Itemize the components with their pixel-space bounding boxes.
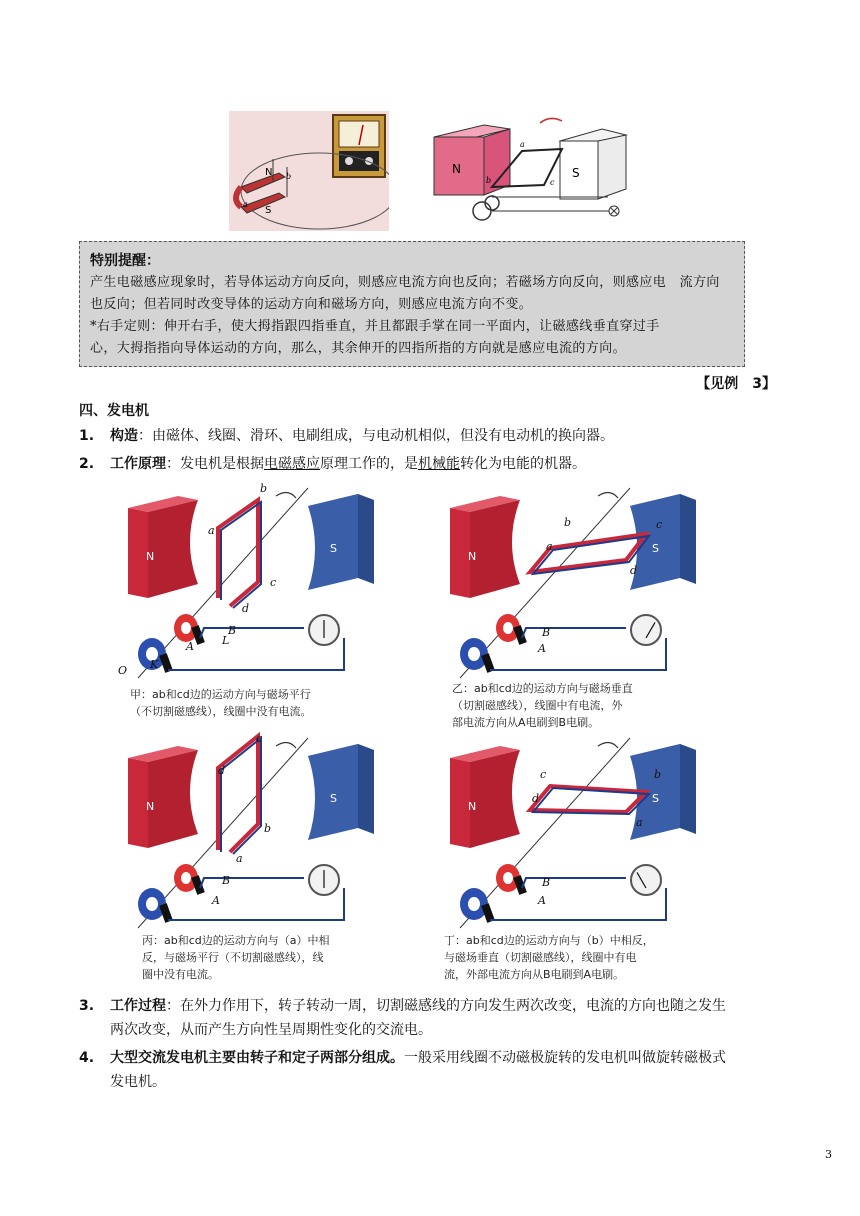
point-label: c — [270, 576, 277, 589]
point-label: L — [222, 634, 230, 647]
item-text: 原理工作的，是 — [320, 456, 418, 472]
list-item — [79, 424, 779, 448]
magnet-s-side — [680, 744, 696, 834]
point-label: a — [236, 852, 243, 865]
section-title: 四、发电机 — [79, 403, 149, 419]
point-label: c — [256, 732, 263, 745]
panel-caption: 乙：ab和cd边的运动方向与磁场垂直 （切割磁感线），线圈中有电流，外 部电流方向从A电刷到B电刷。 — [452, 682, 633, 729]
point-label: A — [538, 642, 546, 655]
point-label: a — [208, 524, 215, 537]
point-label: A — [212, 894, 220, 907]
magnet-n-label: N — [468, 800, 477, 813]
example-reference: 【见例 3】 — [696, 376, 776, 392]
label-n: N — [265, 167, 273, 178]
point-label: B — [542, 876, 551, 889]
point-label: c — [656, 518, 663, 531]
point-label: d — [218, 764, 226, 777]
generator-panel — [118, 482, 374, 678]
item-lead: 工作原理 — [110, 456, 166, 472]
magnet-n-face — [148, 500, 198, 598]
item-text: 发电机。 — [110, 1074, 166, 1090]
point-label: b — [260, 482, 268, 495]
slip-ring-red-hole — [503, 872, 513, 884]
label-b: b — [286, 172, 292, 181]
point-label: b — [564, 516, 572, 529]
underlined-term: 机械能 — [418, 456, 460, 472]
label-n: N — [452, 162, 461, 176]
panel-caption: 甲：ab和cd边的运动方向与磁场平行 （不切割磁感线），线圈中没有电流。 — [130, 688, 312, 718]
coil-red — [218, 500, 258, 606]
slip-ring-red-hole — [503, 622, 513, 634]
magnet-s-side — [680, 494, 696, 584]
magnet-n-side — [128, 758, 148, 848]
point-label: a — [636, 816, 643, 829]
reminder-title: 特别提醒： — [90, 253, 160, 269]
slip-ring-blue-hole — [146, 897, 158, 911]
panel-caption: 丙：ab和cd边的运动方向与（a）中相 反，与磁场平行（不切割磁感线），线 圈中没有电流。 — [142, 934, 330, 981]
reminder-line: 也反向；但若同时改变导体的运动方向和磁场方向，则感应电流方向不变。 — [90, 297, 533, 312]
reminder-line: 心，大拇指指向导体运动的方向，那么，其余伸开的四指所指的方向就是感应电流的方向。 — [90, 341, 627, 356]
point-label: d — [242, 602, 250, 615]
page-number: 3 — [825, 1148, 832, 1161]
figure-coil-between-magnets — [432, 111, 628, 231]
point-label: b — [654, 768, 662, 781]
generator-panel — [128, 732, 374, 928]
label-s: S — [572, 166, 580, 180]
figure-u-magnet-galvanometer — [229, 111, 389, 231]
magnet-n-label: N — [146, 800, 155, 813]
wire-b — [522, 628, 626, 638]
point-label: A — [186, 640, 194, 653]
magnet-s-side — [358, 494, 374, 584]
magnet-n-side — [450, 758, 470, 848]
magnet-n-side — [450, 508, 470, 598]
generator-diagram-grid — [108, 478, 720, 981]
reminder-line: *右手定则：伸开右手，使大拇指跟四指垂直，并且都跟手掌在同一平面内，让磁感线垂直穿过手 — [90, 319, 660, 334]
point-label: d — [630, 564, 638, 577]
item-number: 3. — [79, 998, 95, 1014]
magnet-s-side — [358, 744, 374, 834]
item-number: 1. — [79, 428, 95, 444]
generator-panel — [450, 738, 696, 928]
label-a: a — [520, 140, 525, 149]
item-lead: 工作过程 — [110, 998, 166, 1014]
label-b: b — [486, 176, 492, 185]
slip-ring-blue-hole — [468, 897, 480, 911]
rotation-arrow — [598, 492, 618, 498]
magnet-s-label: S — [652, 792, 659, 805]
label-s: S — [265, 205, 272, 216]
generator-panel — [450, 488, 696, 678]
slip-ring-red-hole — [181, 622, 191, 634]
magnet-n-label: N — [146, 550, 155, 563]
point-label: O — [118, 664, 128, 677]
special-reminder-box — [79, 241, 745, 367]
underlined-term: 电磁感应 — [264, 456, 320, 472]
panel-caption: 丁：ab和cd边的运动方向与（b）中相反， 与磁场垂直（切割磁感线），线圈中有电 流，外部电流方向从B电刷到A电刷。 — [444, 934, 654, 981]
magnet-s-label: S — [652, 542, 659, 555]
magnet-s-label: S — [330, 542, 337, 555]
item-text: 转化为电能的机器。 — [460, 456, 586, 472]
point-label: c — [540, 768, 547, 781]
item-text: ：由磁体、线圈、滑环、电刷组成，与电动机相似，但没有电动机的换向器。 — [138, 428, 614, 444]
rotation-arrow — [276, 492, 296, 498]
point-label: B — [222, 874, 231, 887]
list-item — [79, 1046, 779, 1094]
item-lead: 构造 — [110, 428, 138, 444]
item-number: 2. — [79, 456, 95, 472]
coil-blue — [221, 738, 261, 854]
magnet-n-label: N — [468, 550, 477, 563]
item-text: ：在外力作用下，转子转动一周，切割磁感线的方向发生两次改变，电流的方向也随之发生 — [166, 998, 726, 1014]
magnet-n-face — [470, 500, 520, 598]
item-text: ：发电机是根据 — [166, 456, 264, 472]
point-label: d — [532, 792, 540, 805]
point-label: K — [150, 658, 159, 671]
item-text: 一般采用线圈不动磁极旋转的发电机叫做旋转磁极式 — [404, 1050, 726, 1066]
point-label: B — [228, 624, 237, 637]
wire-b — [200, 628, 304, 638]
list-item — [79, 994, 779, 1042]
label-a: a — [243, 200, 248, 209]
item-number: 4. — [79, 1050, 95, 1066]
galvanometer — [631, 615, 661, 645]
rotation-arrow — [276, 742, 296, 748]
magnet-n-face — [470, 750, 520, 848]
item-text: 两次改变，从而产生方向性呈周期性变化的交流电。 — [110, 1022, 432, 1038]
wire-b — [522, 878, 626, 888]
item-lead: 大型交流发电机主要由转子和定子两部分组成。 — [110, 1050, 404, 1066]
reminder-line: 产生电磁感应现象时，若导体运动方向反向，则感应电流方向也反向；若磁场方向反向，则感应电 流方向 — [90, 275, 720, 290]
coil-blue — [221, 502, 261, 608]
rotation-arrow — [598, 742, 618, 748]
slip-ring-red-hole — [181, 872, 191, 884]
point-label: B — [542, 626, 551, 639]
wire-b — [200, 878, 304, 888]
magnet-n-face — [148, 750, 198, 848]
point-label: b — [264, 822, 272, 835]
magnet-s-label: S — [330, 792, 337, 805]
magnet-n-side — [128, 508, 148, 598]
label-c: c — [550, 178, 555, 187]
slip-ring-blue-hole — [468, 647, 480, 661]
point-label: a — [546, 540, 553, 553]
galvanometer — [631, 865, 661, 895]
list-item — [79, 452, 779, 476]
point-label: A — [538, 894, 546, 907]
